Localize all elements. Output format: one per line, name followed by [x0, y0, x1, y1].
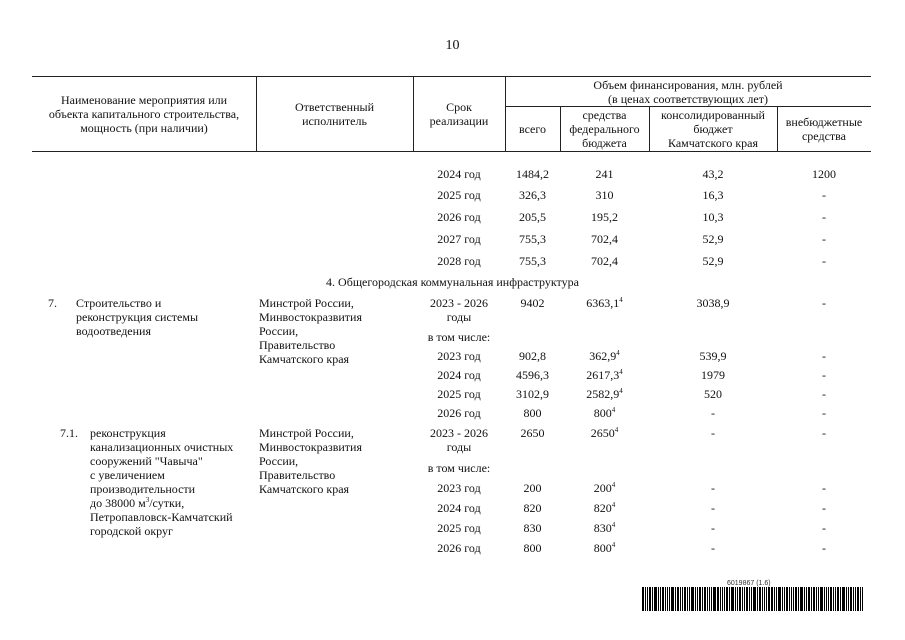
barcode-bar [816, 587, 817, 611]
item-number: 7.1. [60, 426, 78, 440]
barcode-bar [766, 587, 767, 611]
barcode-bar [860, 587, 861, 611]
item-name: реконструкция канализационных очистных сооружений "Чавыча" с увеличением производительности до 38000 $м^3$/сутки, Петропавловск-Камчатский городской округ [90, 426, 234, 538]
barcode-bar [820, 587, 823, 611]
barcode-bar [751, 587, 752, 611]
barcode-bar [658, 587, 659, 611]
barcode-bar [846, 587, 847, 611]
barcode-bar [737, 587, 738, 611]
barcode-bar [746, 587, 748, 611]
barcode-bar [806, 587, 807, 611]
barcode-bar [660, 587, 661, 611]
page-number: 10 [445, 38, 460, 53]
barcode-bar [808, 587, 810, 611]
section-title: 4. Общегородская коммунальная инфраструктура [326, 275, 579, 289]
barcode-bar [671, 587, 674, 611]
barcode-bar [726, 587, 728, 611]
header-top-border [32, 76, 871, 77]
barcode-bar [793, 587, 794, 611]
barcode-bar [742, 587, 743, 611]
col-responsible-header: Ответственный исполнитель [294, 100, 375, 128]
barcode-bar [771, 587, 773, 611]
item-responsible: Минстрой России, Минвостокразвития России, Правительство Камчатского края [259, 426, 362, 496]
barcode-bar [774, 587, 775, 611]
barcode-bar [707, 587, 708, 611]
item-responsible: Минстрой России, Минвостокразвития России, Правительство Камчатского края [259, 296, 362, 366]
barcode-bar [699, 587, 701, 611]
barcode-bar [850, 587, 852, 611]
barcode-bar [848, 587, 849, 611]
barcode-bar [722, 587, 723, 611]
barcode-bar [677, 587, 679, 611]
barcode-bar [720, 587, 721, 611]
barcode-bar [778, 587, 781, 611]
barcode-bar [857, 587, 859, 611]
barcode-bar [835, 587, 836, 611]
barcode-bar [647, 587, 648, 611]
barcode-bar [695, 587, 696, 611]
header-bottom-border [32, 151, 871, 152]
barcode-bar [833, 587, 834, 611]
barcode-bar [776, 587, 777, 611]
summary-period: 2023 - 2026 годы [430, 296, 488, 324]
barcode-bar [697, 587, 698, 611]
barcode-bar [828, 587, 829, 611]
including-label: в том числе: [427, 461, 491, 475]
barcode-bar [691, 587, 694, 611]
barcode-bar [739, 587, 741, 611]
barcode-bar [667, 587, 668, 611]
item-number: 7. [48, 296, 57, 310]
barcode-bar [662, 587, 664, 611]
barcode-bar [862, 587, 863, 611]
col-consolidated-header: консолидированный бюджет Камчатского края [661, 108, 765, 150]
barcode-bar [795, 587, 797, 611]
barcode-bar [786, 587, 788, 611]
barcode-bar [855, 587, 856, 611]
summary-period: 2023 - 2026 годы [430, 426, 488, 454]
barcode-number: 6019867 (1.6) [727, 580, 771, 587]
col-federal-header: средства федерального бюджета [569, 108, 640, 150]
barcode-bar [724, 587, 725, 611]
barcode-bar [684, 587, 686, 611]
barcode-bar [800, 587, 803, 611]
barcode-bar [704, 587, 706, 611]
barcode-bar [713, 587, 716, 611]
barcode-bar [711, 587, 712, 611]
barcode-bar [749, 587, 750, 611]
barcode-bar [759, 587, 761, 611]
including-label: в том числе: [427, 330, 491, 344]
barcode-bar [665, 587, 666, 611]
barcode-bar [813, 587, 815, 611]
barcode-bar [782, 587, 783, 611]
barcode-bar [811, 587, 812, 611]
barcode-bar [729, 587, 730, 611]
barcode-bar [840, 587, 841, 611]
barcode-bar [824, 587, 825, 611]
barcode-bar [768, 587, 770, 611]
col-total-header: всего [518, 122, 547, 136]
barcode-bar [789, 587, 790, 611]
barcode-bar [830, 587, 832, 611]
barcode-bar [744, 587, 745, 611]
barcode-bar [818, 587, 819, 611]
funding-header: Объем финансирования, млн. рублей (в ценах соответствующих лет) [593, 78, 783, 106]
barcode-bar [798, 587, 799, 611]
barcode-icon [642, 587, 866, 611]
barcode-bar [753, 587, 756, 611]
barcode-bar [764, 587, 765, 611]
barcode-bar [654, 587, 657, 611]
barcode-bar [826, 587, 827, 611]
barcode-bar [804, 587, 805, 611]
barcode-bar [687, 587, 688, 611]
barcode-bar [669, 587, 670, 611]
barcode-bar [680, 587, 681, 611]
barcode-bar [757, 587, 758, 611]
barcode-bar [762, 587, 763, 611]
item-name: Строительство и реконструкция системы водоотведения [76, 296, 199, 338]
barcode-bar [682, 587, 683, 611]
col-name-header: Наименование мероприятия или объекта капитального строительства, мощность (при наличии) [48, 93, 240, 135]
barcode-bar [853, 587, 854, 611]
barcode-bar [735, 587, 736, 611]
col-period-header: Срок реализации [429, 100, 489, 128]
barcode-bar [652, 587, 653, 611]
barcode-bar [842, 587, 845, 611]
barcode-bar [642, 587, 644, 611]
barcode-bar [717, 587, 719, 611]
barcode-bar [837, 587, 839, 611]
col-extra-header: внебюджетные средства [785, 115, 863, 143]
barcode-bar [675, 587, 676, 611]
barcode-bar [702, 587, 703, 611]
barcode-bar [784, 587, 785, 611]
barcode-bar [731, 587, 734, 611]
barcode-bar [791, 587, 792, 611]
barcode-bar [709, 587, 710, 611]
barcode-bar [689, 587, 690, 611]
barcode-bar [645, 587, 646, 611]
barcode-bar [649, 587, 651, 611]
